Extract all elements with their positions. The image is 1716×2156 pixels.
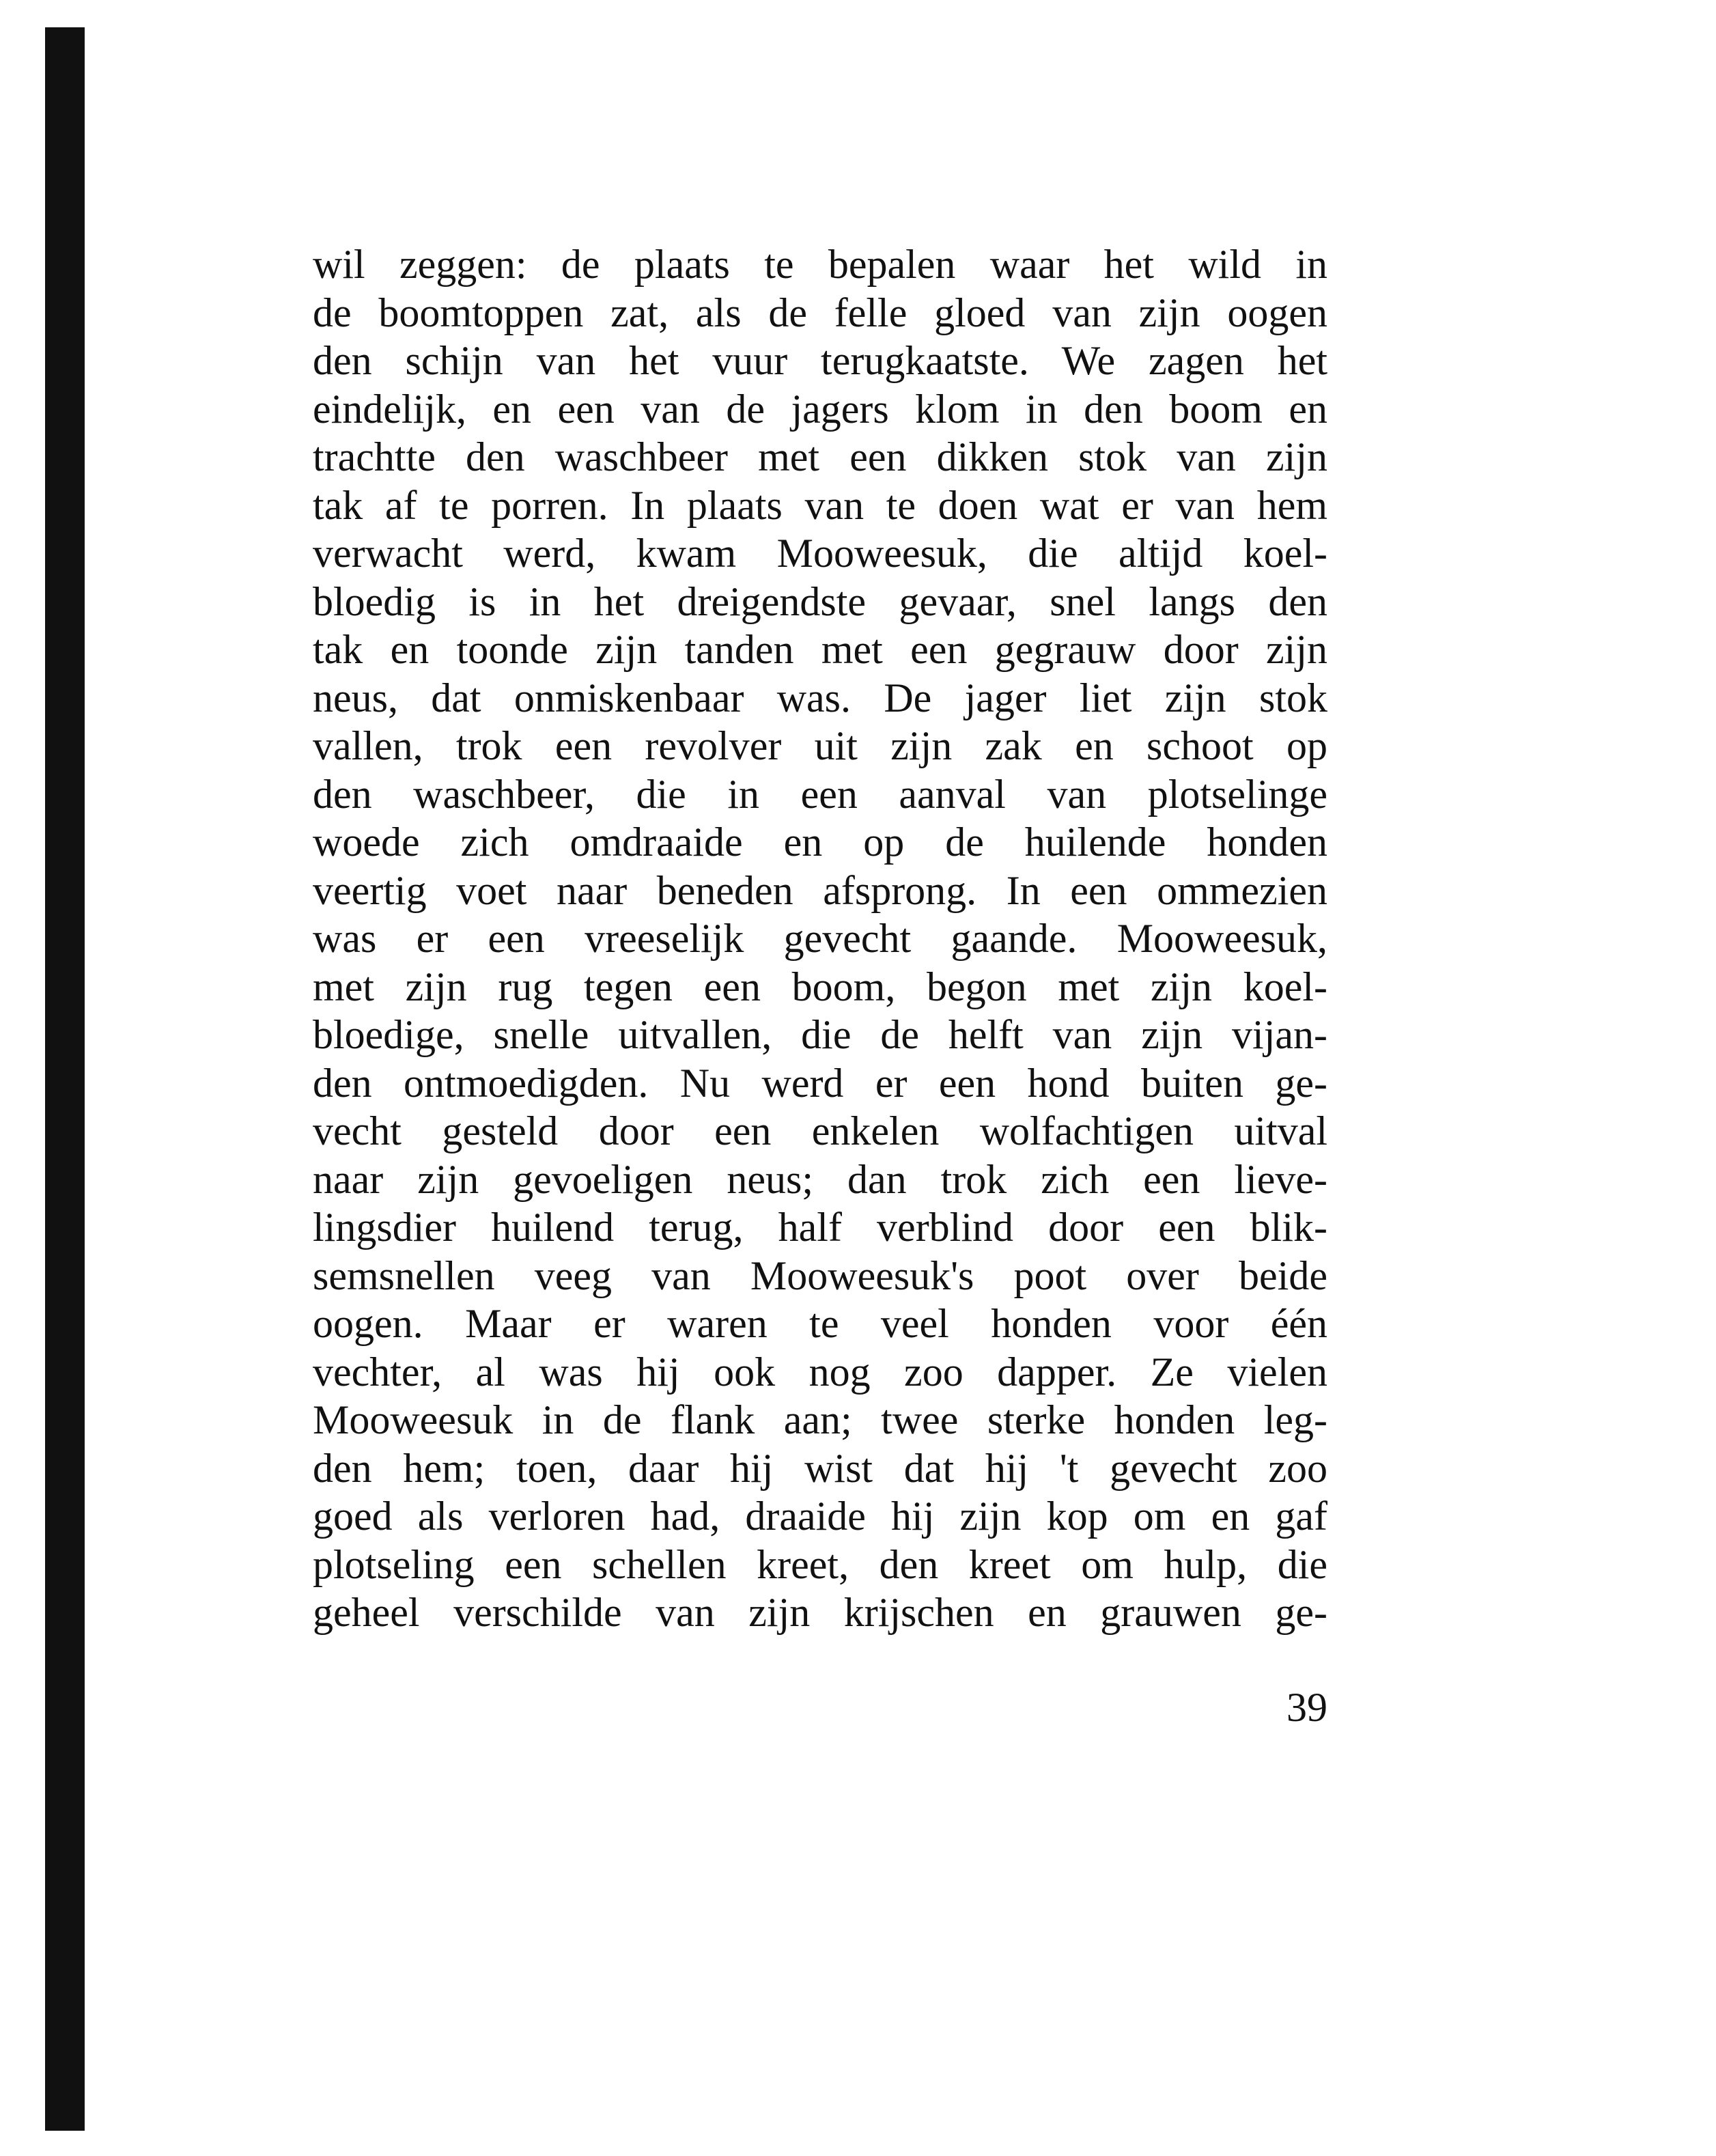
text-line: eindelijk, en een van de jagers klom in den boom en (313, 386, 1327, 432)
text-line: den hem; toen, daar hij wist dat hij 't gevecht zoo (313, 1445, 1327, 1491)
text-line: wil zeggen: de plaats te bepalen waar het wild in (313, 242, 1327, 287)
text-line: vechter, al was hij ook nog zoo dapper. Ze vielen (313, 1349, 1327, 1395)
scan-binding-edge (45, 27, 85, 2131)
text-line: was er een vreeselijk gevecht gaande. Mooweesuk, (313, 916, 1327, 961)
text-line: den ontmoedigden. Nu werd er een hond buiten ge- (313, 1060, 1327, 1106)
text-line: den waschbeer, die in een aanval van plotselinge (313, 771, 1327, 817)
text-line: lingsdier huilend terug, half verblind door een blik- (313, 1205, 1327, 1250)
text-line: trachtte den waschbeer met een dikken stok van zijn (313, 434, 1327, 479)
text-line: goed als verloren had, draaide hij zijn kop om en gaf (313, 1494, 1327, 1539)
text-line: bloedig is in het dreigendste gevaar, snel langs den (313, 578, 1327, 624)
text-line: veertig voet naar beneden afsprong. In een ommezien (313, 867, 1327, 913)
text-line: naar zijn gevoeligen neus; dan trok zich een lieve- (313, 1156, 1327, 1202)
text-line: tak en toonde zijn tanden met een gegrauw door zijn (313, 627, 1327, 672)
text-line: semsnellen veeg van Mooweesuk's poot over beide (313, 1252, 1327, 1298)
text-line: den schijn van het vuur terugkaatste. We zagen het (313, 338, 1327, 383)
text-line: verwacht werd, kwam Mooweesuk, die altijd koel- (313, 531, 1327, 576)
text-line: geheel verschilde van zijn krijschen en grauwen ge- (313, 1590, 1327, 1635)
text-line: met zijn rug tegen een boom, begon met zijn koel- (313, 964, 1327, 1009)
body-text (313, 240, 1327, 1637)
text-line: bloedige, snelle uitvallen, die de helft van zijn vijan- (313, 1012, 1327, 1057)
text-line: de boomtoppen zat, als de felle gloed van zijn oogen (313, 290, 1327, 335)
text-line: vecht gesteld door een enkelen wolfachtigen uitval (313, 1108, 1327, 1153)
text-line: Mooweesuk in de flank aan; twee sterke honden leg- (313, 1397, 1327, 1442)
text-line: woede zich omdraaide en op de huilende honden (313, 820, 1327, 865)
page-number: 39 (1286, 1685, 1327, 1730)
text-line: oogen. Maar er waren te veel honden voor één (313, 1301, 1327, 1346)
text-line: neus, dat onmiskenbaar was. De jager liet zijn stok (313, 675, 1327, 720)
text-line: plotseling een schellen kreet, den kreet om hulp, die (313, 1541, 1327, 1587)
text-line: vallen, trok een revolver uit zijn zak en schoot op (313, 723, 1327, 768)
text-line: tak af te porren. In plaats van te doen wat er van hem (313, 482, 1327, 528)
